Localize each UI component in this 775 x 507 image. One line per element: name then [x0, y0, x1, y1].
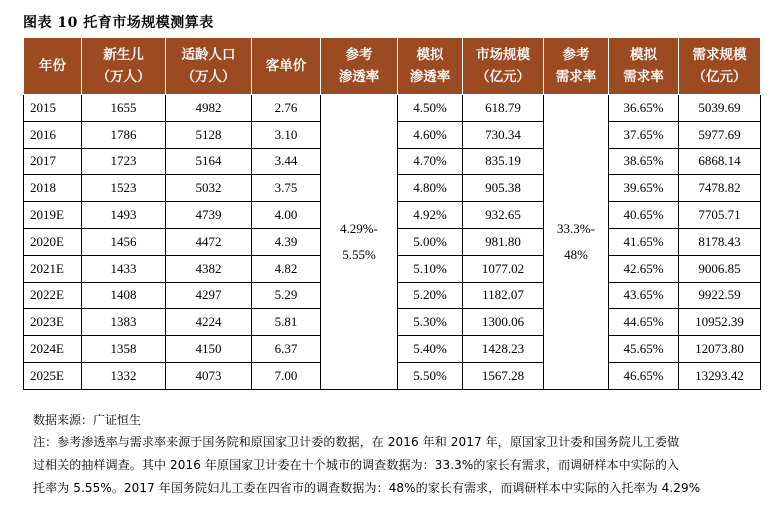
footnote-line: 过相关的抽样调查。其中 2016 年原国家卫计委在十个城市的调查数据为：33.3%的家长有需求，而调研样本中实际的入 — [33, 458, 680, 472]
cell-eligible-population: 4739 — [166, 202, 252, 229]
cell-unit-price: 3.75 — [252, 175, 321, 202]
cell-market-size: 905.38 — [463, 175, 544, 202]
cell-eligible-population: 5164 — [166, 148, 252, 175]
cell-sim-demand: 46.65% — [609, 362, 679, 389]
cell-year: 2016 — [24, 121, 82, 148]
cell-year: 2017 — [24, 148, 82, 175]
cell-sim-penetration: 4.92% — [398, 202, 463, 229]
table-body — [24, 95, 761, 390]
data-source: 数据来源：广证恒生 — [33, 413, 142, 427]
cell-year: 2015 — [24, 95, 82, 122]
cell-newborns: 1433 — [82, 255, 166, 282]
cell-sim-demand: 40.65% — [609, 202, 679, 229]
cell-sim-penetration: 5.20% — [398, 282, 463, 309]
cell-demand-size: 6868.14 — [679, 148, 761, 175]
cell-newborns: 1523 — [82, 175, 166, 202]
cell-newborns: 1723 — [82, 148, 166, 175]
cell-unit-price: 6.37 — [252, 336, 321, 363]
cell-eligible-population: 4297 — [166, 282, 252, 309]
cell-sim-demand: 38.65% — [609, 148, 679, 175]
cell-newborns: 1408 — [82, 282, 166, 309]
cell-market-size: 1300.06 — [463, 309, 544, 336]
cell-sim-penetration: 4.60% — [398, 121, 463, 148]
footnote — [33, 431, 758, 500]
header-sim-penetration: 模拟 渗透率 — [398, 38, 463, 95]
header-demand-size: 需求规模 （亿元） — [679, 38, 761, 95]
cell-unit-price: 7.00 — [252, 362, 321, 389]
footnote-line: 托率为 5.55%。2017 年国务院妇儿工委在四省市的调查数据为：48%的家长有需求，而调研样本中实际的入托率为 4.29% — [33, 481, 701, 495]
cell-demand-size: 5977.69 — [679, 121, 761, 148]
cell-sim-demand: 39.65% — [609, 175, 679, 202]
cell-unit-price: 5.29 — [252, 282, 321, 309]
cell-year: 2018 — [24, 175, 82, 202]
cell-eligible-population: 5032 — [166, 175, 252, 202]
cell-ref-penetration — [321, 95, 398, 390]
cell-year: 2023E — [24, 309, 82, 336]
cell-sim-penetration: 5.10% — [398, 255, 463, 282]
cell-market-size: 618.79 — [463, 95, 544, 122]
cell-sim-demand: 37.65% — [609, 121, 679, 148]
cell-sim-demand: 36.65% — [609, 95, 679, 122]
cell-sim-demand: 43.65% — [609, 282, 679, 309]
ref-penetration-line: 4.29%- — [340, 220, 378, 236]
market-size-table — [23, 37, 761, 390]
cell-sim-penetration: 5.30% — [398, 309, 463, 336]
cell-eligible-population: 4150 — [166, 336, 252, 363]
cell-unit-price: 4.39 — [252, 228, 321, 255]
header-market-size: 市场规模 （亿元） — [463, 38, 544, 95]
cell-eligible-population: 4472 — [166, 228, 252, 255]
cell-newborns: 1456 — [82, 228, 166, 255]
cell-year: 2024E — [24, 336, 82, 363]
cell-market-size: 932.65 — [463, 202, 544, 229]
cell-newborns: 1786 — [82, 121, 166, 148]
cell-sim-demand: 41.65% — [609, 228, 679, 255]
cell-demand-size: 7705.71 — [679, 202, 761, 229]
cell-unit-price: 4.00 — [252, 202, 321, 229]
cell-market-size: 981.80 — [463, 228, 544, 255]
cell-unit-price: 5.81 — [252, 309, 321, 336]
cell-demand-size: 12073.80 — [679, 336, 761, 363]
cell-eligible-population: 4982 — [166, 95, 252, 122]
cell-market-size: 835.19 — [463, 148, 544, 175]
cell-unit-price: 2.76 — [252, 95, 321, 122]
header-unit-price: 客单价 — [252, 38, 321, 95]
cell-demand-size: 7478.82 — [679, 175, 761, 202]
cell-newborns: 1358 — [82, 336, 166, 363]
cell-eligible-population: 4073 — [166, 362, 252, 389]
cell-market-size: 1182.07 — [463, 282, 544, 309]
cell-sim-demand: 44.65% — [609, 309, 679, 336]
cell-newborns: 1655 — [82, 95, 166, 122]
cell-eligible-population: 4224 — [166, 309, 252, 336]
cell-sim-penetration: 5.40% — [398, 336, 463, 363]
cell-newborns: 1383 — [82, 309, 166, 336]
cell-year: 2020E — [24, 228, 82, 255]
header-ref-penetration: 参考 渗透率 — [321, 38, 398, 95]
cell-newborns: 1332 — [82, 362, 166, 389]
cell-eligible-population: 4382 — [166, 255, 252, 282]
header-sim-demand: 模拟 需求率 — [609, 38, 679, 95]
cell-market-size: 1077.02 — [463, 255, 544, 282]
cell-year: 2022E — [24, 282, 82, 309]
cell-demand-size: 8178.43 — [679, 228, 761, 255]
header-eligible-population: 适龄人口 （万人） — [166, 38, 252, 95]
cell-ref-demand — [544, 95, 609, 390]
cell-market-size: 1567.28 — [463, 362, 544, 389]
cell-eligible-population: 5128 — [166, 121, 252, 148]
table-row — [24, 95, 761, 122]
cell-unit-price: 3.10 — [252, 121, 321, 148]
cell-sim-penetration: 4.80% — [398, 175, 463, 202]
cell-demand-size: 10952.39 — [679, 309, 761, 336]
cell-unit-price: 3.44 — [252, 148, 321, 175]
cell-sim-penetration: 5.00% — [398, 228, 463, 255]
cell-sim-demand: 45.65% — [609, 336, 679, 363]
cell-demand-size: 5039.69 — [679, 95, 761, 122]
ref-demand-line: 33.3%- — [557, 220, 595, 236]
cell-demand-size: 9006.85 — [679, 255, 761, 282]
cell-demand-size: 13293.42 — [679, 362, 761, 389]
cell-sim-demand: 42.65% — [609, 255, 679, 282]
cell-sim-penetration: 4.70% — [398, 148, 463, 175]
footnote-line: 注：参考渗透率与需求率来源于国务院和原国家卫计委的数据，在 2016 年和 2017 年，原国家卫计委和国务院儿工委做 — [33, 435, 680, 449]
cell-newborns: 1493 — [82, 202, 166, 229]
header-newborns: 新生儿 （万人） — [82, 38, 166, 95]
cell-sim-penetration: 4.50% — [398, 95, 463, 122]
cell-year: 2025E — [24, 362, 82, 389]
cell-market-size: 1428.23 — [463, 336, 544, 363]
header-row — [24, 38, 761, 95]
ref-demand-line: 48% — [564, 246, 588, 262]
ref-penetration-line: 5.55% — [342, 246, 376, 262]
header-year: 年份 — [24, 38, 82, 95]
cell-market-size: 730.34 — [463, 121, 544, 148]
header-ref-demand: 参考 需求率 — [544, 38, 609, 95]
cell-sim-penetration: 5.50% — [398, 362, 463, 389]
cell-year: 2021E — [24, 255, 82, 282]
cell-demand-size: 9922.59 — [679, 282, 761, 309]
table-title: 图表 10 托育市场规模测算表 — [23, 15, 214, 31]
cell-unit-price: 4.82 — [252, 255, 321, 282]
cell-year: 2019E — [24, 202, 82, 229]
